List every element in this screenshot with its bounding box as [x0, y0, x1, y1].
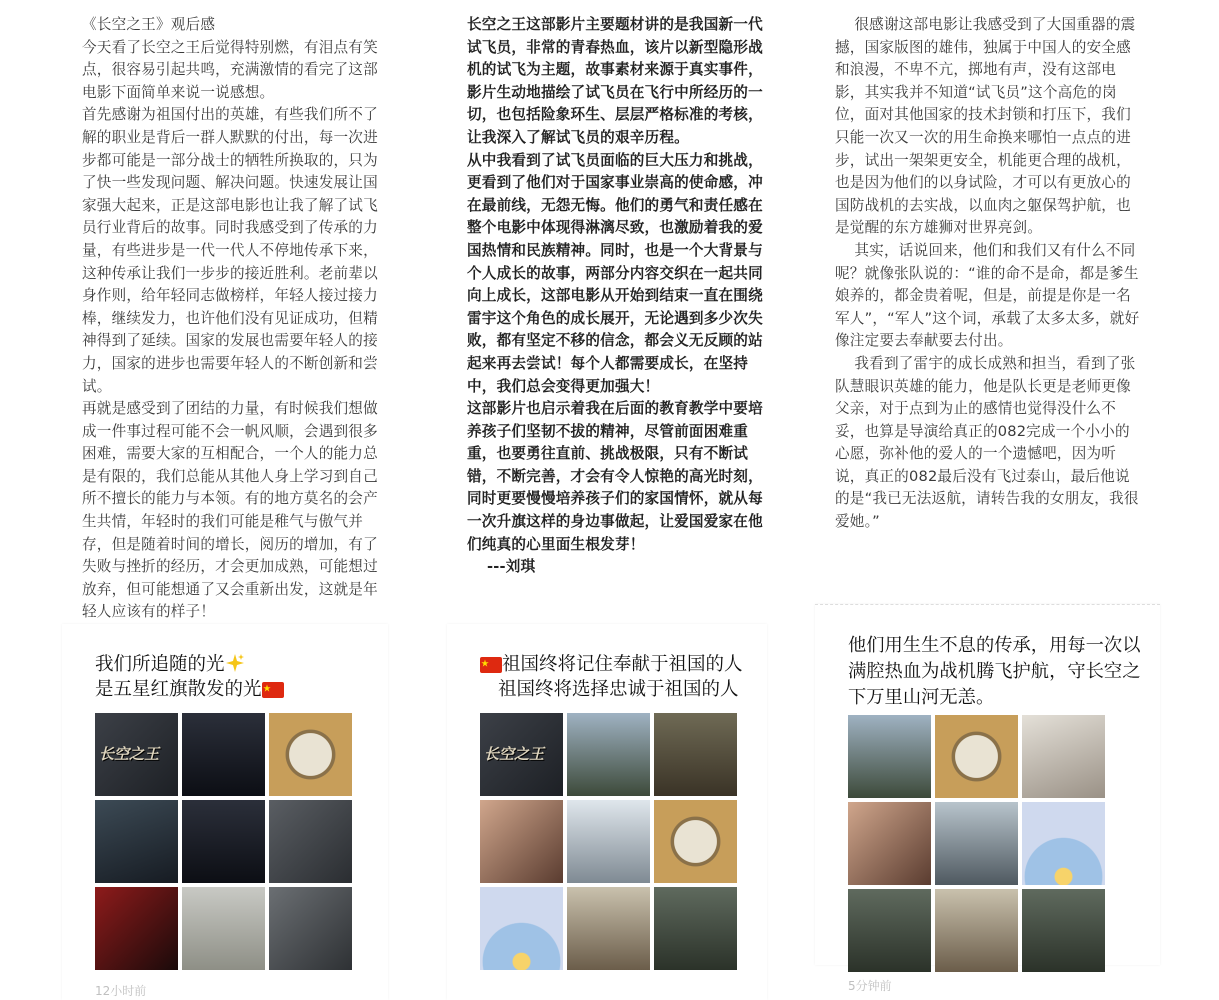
paragraph: 很感谢这部电影让我感受到了大国重器的震撼，国家版图的雄伟，独属于中国人的安全感和浪漫，不卑不亢，掷地有声，没有这部电影，其实我并不知道“试飞员”这个高危的岗位，面对其他国家的技术封锁和打压下，我们只能一次又一次的用生命换来哪怕一点点的进步，试出一架架更安全，机能更合理的战机，也是因为他们的以身试险，才可以有更放心的国防战机的去实战，以血肉之躯保驾护航，也是觉醒的东方雄狮对世界亮剑。: [835, 16, 1136, 237]
caption-line: 祖国终将记住奉献于祖国的人: [502, 654, 743, 675]
photo-thumbnail[interactable]: [1022, 802, 1105, 885]
photo-thumbnail[interactable]: [654, 887, 737, 970]
post-caption: 他们用生生不息的传承，用每一次以满腔热血为战机腾飞护航，守长空之下万里山河无恙。: [848, 635, 1141, 708]
photo-thumbnail[interactable]: [182, 887, 265, 970]
photo-thumbnail[interactable]: [567, 887, 650, 970]
paragraph: 再就是感受到了团结的力量，有时候我们想做成一件事过程可能不会一帆风顺，会遇到很多困难，需要大家的互相配合，一个人的能力总是有限的，我们总能从其他人身上学习到自己所不擅长的能力与本领。有的地方莫名的会产生共情，年轻时的我们可能是稚气与傲气并存，但是随着时间的增长，阅历的增加，有了失败与挫折的经历，才会更加成熟，可能想过放弃，但可能想通了又会重新出发，这就是年轻人应该有的样子！: [82, 400, 378, 621]
post-caption: [480, 652, 760, 702]
caption-line: 是五星红旗散发的光: [95, 679, 262, 700]
photo-grid: [95, 713, 352, 970]
paragraph: 这部影片也启示着我在后面的教育教学中要培养孩子们坚韧不拔的精神，尽管前面困难重重，也要勇往直前、挑战极限，只有不断试错，不断完善，才会有令人惊艳的高光时刻，同时更要慢慢培养孩子们的家国情怀，就从每一次升旗这样的身边事做起，让爱国爱家在他们纯真的心里面生根发芽！: [467, 400, 763, 553]
photo-thumbnail[interactable]: [935, 889, 1018, 972]
signature: ---刘琪: [487, 558, 536, 576]
post-timestamp: 12小时前: [95, 984, 147, 998]
photo-thumbnail[interactable]: [935, 715, 1018, 798]
review-title: 《长空之王》观后感: [82, 16, 216, 33]
photo-thumbnail[interactable]: [95, 800, 178, 883]
china-flag-icon: [480, 657, 502, 673]
photo-thumbnail[interactable]: [848, 889, 931, 972]
photo-thumbnail[interactable]: [480, 713, 563, 796]
post-caption: [95, 652, 375, 702]
paragraph: 其实，话说回来，他们和我们又有什么不同呢？就像张队说的：“谁的命不是命，都是爹生娘养的，都金贵着呢，但是，前提是你是一名军人”，“军人”这个词，承载了太多太多，就好像注定要去奉献要去付出。: [835, 241, 1140, 350]
photo-grid: [480, 713, 737, 970]
paragraph: 我看到了雷宇的成长成熟和担当，看到了张队慧眼识英雄的能力，他是队长更是老师更像父亲，对于点到为止的感情也觉得没什么不妥，也算是导演给真正的082完成一个小小的心愿，弥补他的爱人的一个遗憾吧，因为听说，真正的082最后没有飞过泰山，最后他说的是“我已无法返航，请转告我的女朋友，我很爱她。”: [835, 354, 1139, 531]
moments-post-3: [815, 604, 1160, 993]
photo-thumbnail[interactable]: [1022, 889, 1105, 972]
review-column-1: [82, 14, 387, 624]
sparkles-icon: [225, 653, 245, 673]
photo-thumbnail[interactable]: [269, 800, 352, 883]
photo-thumbnail[interactable]: [269, 713, 352, 796]
paragraph: 长空之王这部影片主要题材讲的是我国新一代试飞员，非常的青春热血，该片以新型隐形战机的试飞为主题，故事素材来源于真实事件，影片生动地描绘了试飞员在飞行中所经历的一切，也包括险象环生、层层严格标准的考核，让我深入了解试飞员的艰辛历程。: [467, 16, 763, 146]
photo-grid: [848, 715, 1105, 972]
poster-title-logo: 长空之王: [99, 745, 160, 763]
paragraph: 从中我看到了试飞员面临的巨大压力和挑战，更看到了他们对于国家事业崇高的使命感，冲在最前线，无怨无悔。他们的勇气和责任感在整个电影中体现得淋漓尽致，也激励着我的爱国热情和民族精神。同时，也是一个大背景与个人成长的故事，两部分内容交织在一起共同向上成长，这部电影从开始到结束一直在围绕雷宇这个角色的成长展开，无论遇到多少次失败，都有坚定不移的信念，都会义无反顾的站起来再去尝试！每个人都需要成长，在坚持中，我们总会变得更加强大！: [467, 151, 763, 395]
photo-thumbnail[interactable]: [848, 715, 931, 798]
photo-thumbnail[interactable]: [95, 713, 178, 796]
photo-thumbnail[interactable]: [182, 713, 265, 796]
photo-thumbnail[interactable]: [567, 800, 650, 883]
poster-title-logo: 长空之王: [484, 745, 545, 763]
paragraph: 首先感谢为祖国付出的英雄，有些我们所不了解的职业是背后一群人默默的付出，每一次进步都可能是一部分战士的牺牲所换取的，只为了快一些发现问题、解决问题。快速发展让国家强大起来，正是这部电影也让我了解了试飞员行业背后的故事。同时我感受到了传承的力量，有些进步是一代一代人不停地传承下来，这种传承让我们一步步的接近胜利。老前辈以身作则，给年轻同志做榜样，年轻人接过接力棒，继续发力，也许他们没有见证成功，但精神得到了延续。国家的发展也需要年轻人的接力，国家的进步也需要年轻人的不断创新和尝试。: [82, 106, 378, 395]
photo-thumbnail[interactable]: [848, 802, 931, 885]
photo-thumbnail[interactable]: [95, 887, 178, 970]
moments-post-2: [447, 624, 767, 1000]
photo-thumbnail[interactable]: [654, 800, 737, 883]
caption-line: 我们所追随的光: [95, 654, 225, 675]
post-timestamp: 5分钟前: [848, 979, 892, 993]
photo-thumbnail[interactable]: [935, 802, 1018, 885]
photo-thumbnail[interactable]: [1022, 715, 1105, 798]
china-flag-icon: [262, 682, 284, 698]
photo-thumbnail[interactable]: [480, 887, 563, 970]
moments-post-1: [62, 624, 388, 1000]
photo-thumbnail[interactable]: [480, 800, 563, 883]
caption-line: 祖国终将选择忠诚于祖国的人: [498, 679, 739, 700]
photo-thumbnail[interactable]: [567, 713, 650, 796]
photo-thumbnail[interactable]: [654, 713, 737, 796]
photo-thumbnail[interactable]: [269, 887, 352, 970]
review-column-3: [835, 14, 1141, 588]
review-column-2: [467, 14, 773, 579]
photo-thumbnail[interactable]: [182, 800, 265, 883]
paragraph: 今天看了长空之王后觉得特别燃，有泪点有笑点，很容易引起共鸣，充满激情的看完了这部电影下面简单来说一说感想。: [82, 38, 378, 101]
